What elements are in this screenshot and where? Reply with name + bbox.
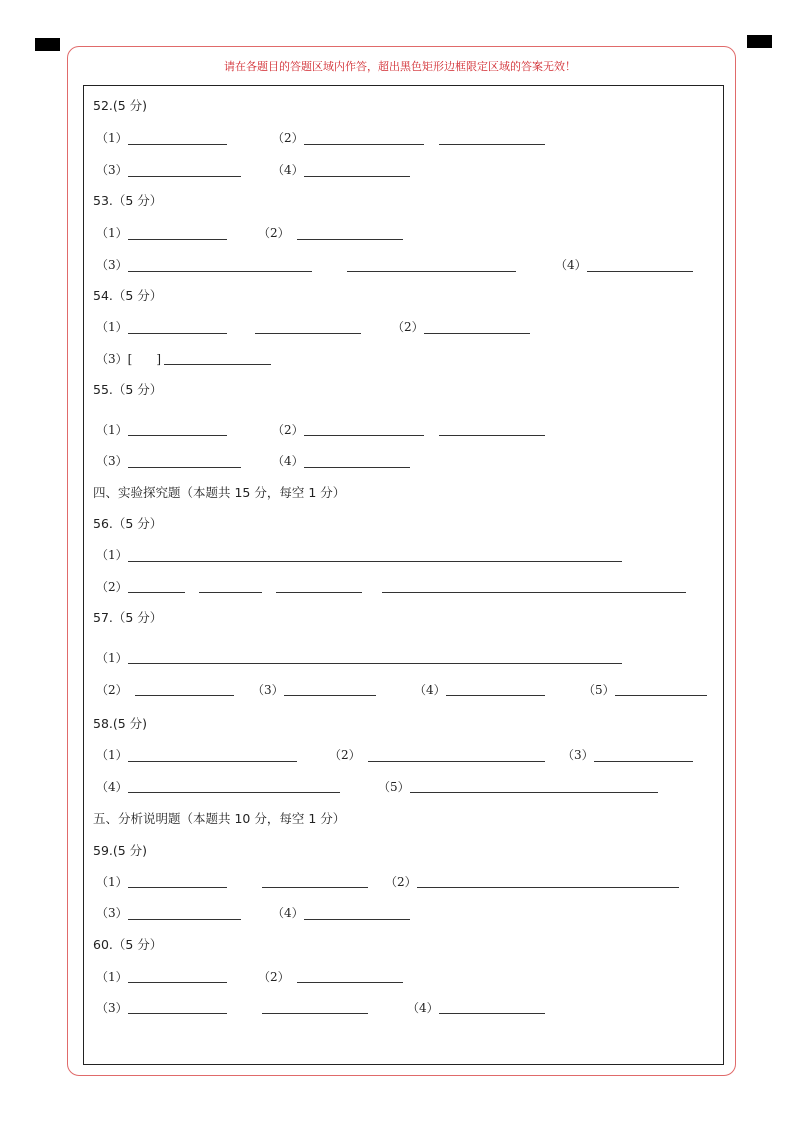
q55-label-1: （1） bbox=[96, 423, 128, 437]
q52-label-3: （3） bbox=[96, 163, 128, 177]
question-60-title: 60.（5 分） bbox=[93, 937, 163, 952]
q54-answer-1a[interactable] bbox=[128, 333, 227, 334]
q52-answer-3[interactable] bbox=[128, 176, 241, 177]
q56-answer-2a[interactable] bbox=[128, 592, 185, 593]
q59-label-2: （2） bbox=[385, 875, 417, 889]
question-57-title: 57.（5 分） bbox=[93, 610, 163, 625]
q52-answer-1[interactable] bbox=[128, 144, 227, 145]
q59-label-3: （3） bbox=[96, 906, 128, 920]
q56-label-1: （1） bbox=[96, 548, 128, 562]
q54-label-2: （2） bbox=[392, 320, 424, 334]
q52-answer-2b[interactable] bbox=[439, 144, 545, 145]
q57-label-1: （1） bbox=[96, 651, 128, 665]
q57-answer-1[interactable] bbox=[128, 663, 622, 664]
q57-answer-3[interactable] bbox=[284, 695, 376, 696]
q53-label-3: （3） bbox=[96, 258, 128, 272]
q57-label-4: （4） bbox=[414, 683, 446, 697]
q57-answer-4[interactable] bbox=[446, 695, 545, 696]
q57-answer-5[interactable] bbox=[615, 695, 707, 696]
q54-answer-1b[interactable] bbox=[255, 333, 361, 334]
q55-label-3: （3） bbox=[96, 454, 128, 468]
q59-label-1: （1） bbox=[96, 875, 128, 889]
q55-label-4: （4） bbox=[272, 454, 304, 468]
q52-label-2: （2） bbox=[272, 131, 304, 145]
q59-answer-1a[interactable] bbox=[128, 887, 227, 888]
q58-label-2: （2） bbox=[329, 748, 361, 762]
q60-answer-3a[interactable] bbox=[128, 1013, 227, 1014]
question-52-title: 52.(5 分) bbox=[93, 98, 148, 113]
q59-label-4: （4） bbox=[272, 906, 304, 920]
q60-answer-4[interactable] bbox=[439, 1013, 545, 1014]
q52-label-4: （4） bbox=[272, 163, 304, 177]
section-5-heading: 五、分析说明题（本题共 10 分，每空 1 分） bbox=[93, 811, 346, 826]
q60-answer-2[interactable] bbox=[297, 982, 403, 983]
q58-answer-3[interactable] bbox=[594, 761, 693, 762]
q53-answer-3b[interactable] bbox=[347, 271, 516, 272]
q58-label-5: （5） bbox=[378, 780, 410, 794]
q59-answer-2[interactable] bbox=[417, 887, 679, 888]
q58-answer-4[interactable] bbox=[128, 792, 340, 793]
q53-label-4: （4） bbox=[555, 258, 587, 272]
q52-answer-4[interactable] bbox=[304, 176, 410, 177]
q54-label-1: （1） bbox=[96, 320, 128, 334]
q53-label-2: （2） bbox=[258, 226, 290, 240]
q59-answer-1b[interactable] bbox=[262, 887, 368, 888]
q58-label-3: （3） bbox=[562, 748, 594, 762]
q58-answer-2[interactable] bbox=[368, 761, 545, 762]
q57-label-3: （3） bbox=[252, 683, 284, 697]
warning-notice: 请在各题目的答题区域内作答，超出黑色矩形边框限定区域的答案无效！ bbox=[224, 60, 576, 73]
q56-answer-2b[interactable] bbox=[199, 592, 262, 593]
q55-label-2: （2） bbox=[272, 423, 304, 437]
q60-label-4: （4） bbox=[407, 1001, 439, 1015]
q59-answer-4[interactable] bbox=[304, 919, 410, 920]
q55-answer-2a[interactable] bbox=[304, 435, 424, 436]
q53-label-1: （1） bbox=[96, 226, 128, 240]
q55-answer-3[interactable] bbox=[128, 467, 241, 468]
q53-answer-4[interactable] bbox=[587, 271, 693, 272]
q56-answer-2d[interactable] bbox=[382, 592, 686, 593]
q55-answer-2b[interactable] bbox=[439, 435, 545, 436]
q57-answer-2[interactable] bbox=[135, 695, 234, 696]
q58-answer-5[interactable] bbox=[410, 792, 658, 793]
q60-answer-1[interactable] bbox=[128, 982, 227, 983]
section-4-heading: 四、实验探究题（本题共 15 分，每空 1 分） bbox=[93, 485, 346, 500]
answer-area-frame bbox=[83, 85, 724, 1065]
q53-answer-1[interactable] bbox=[128, 239, 227, 240]
q58-label-4: （4） bbox=[96, 780, 128, 794]
question-54-title: 54.（5 分） bbox=[93, 288, 163, 303]
q59-answer-3[interactable] bbox=[128, 919, 241, 920]
q58-label-1: （1） bbox=[96, 748, 128, 762]
q57-label-5: （5） bbox=[583, 683, 615, 697]
corner-marker-right bbox=[747, 35, 772, 48]
q56-label-2: （2） bbox=[96, 580, 128, 594]
q53-answer-2[interactable] bbox=[297, 239, 403, 240]
q58-answer-1[interactable] bbox=[128, 761, 297, 762]
question-55-title: 55.（5 分） bbox=[93, 382, 163, 397]
q55-answer-4[interactable] bbox=[304, 467, 410, 468]
q60-label-1: （1） bbox=[96, 970, 128, 984]
corner-marker-left bbox=[35, 38, 60, 51]
q56-answer-1[interactable] bbox=[128, 561, 622, 562]
q60-label-2: （2） bbox=[258, 970, 290, 984]
question-58-title: 58.(5 分) bbox=[93, 716, 148, 731]
q60-answer-3b[interactable] bbox=[262, 1013, 368, 1014]
question-56-title: 56.（5 分） bbox=[93, 516, 163, 531]
q54-answer-3[interactable] bbox=[164, 364, 271, 365]
question-59-title: 59.(5 分) bbox=[93, 843, 148, 858]
q52-answer-2a[interactable] bbox=[304, 144, 424, 145]
q57-label-2: （2） bbox=[96, 683, 128, 697]
q60-label-3: （3） bbox=[96, 1001, 128, 1015]
q54-answer-2[interactable] bbox=[424, 333, 530, 334]
question-53-title: 53.（5 分） bbox=[93, 193, 163, 208]
q52-label-1: （1） bbox=[96, 131, 128, 145]
q53-answer-3a[interactable] bbox=[128, 271, 312, 272]
q56-answer-2c[interactable] bbox=[276, 592, 362, 593]
q55-answer-1[interactable] bbox=[128, 435, 227, 436]
q54-label-3: （3）[ ] bbox=[96, 352, 161, 366]
